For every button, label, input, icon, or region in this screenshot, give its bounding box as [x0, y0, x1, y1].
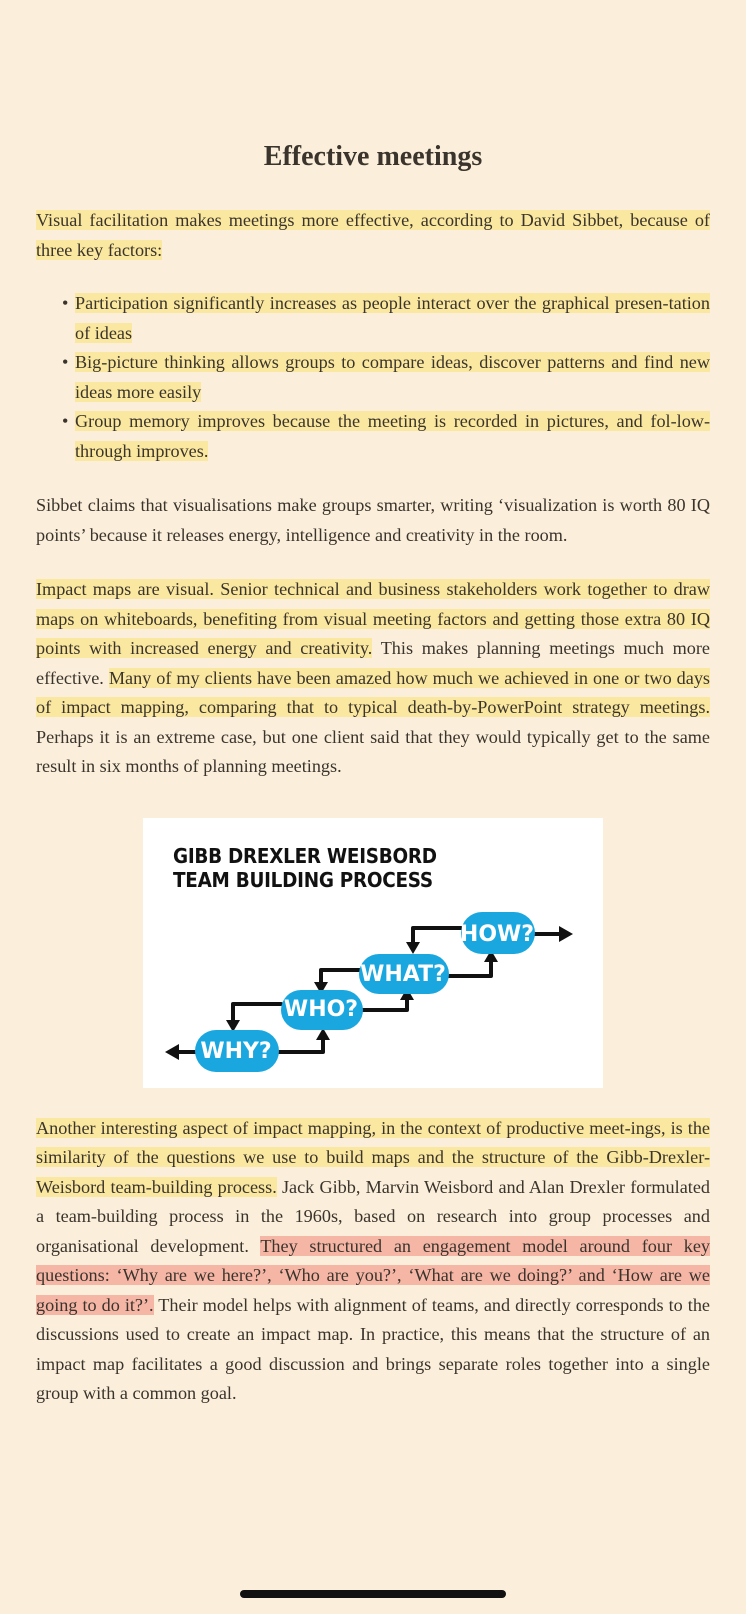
list-item — [62, 407, 710, 466]
arrowhead-left-icon — [165, 1044, 179, 1060]
team-building-figure[interactable] — [143, 818, 603, 1088]
step-what-label: WHAT? — [360, 961, 446, 987]
sibbet-paragraph[interactable]: Sibbet claims that visualisations make groups smarter, writing ‘visualization is worth 80 IQ points’ because it releases energy, intelligence and creativity in the room. — [36, 495, 710, 545]
paragraph-text: Jack Gibb, Marvin Weisbord and Alan Drexler formulated a team-building process in the 1960s, based on research into group processes and organisational development. — [36, 1176, 710, 1256]
home-indicator[interactable] — [240, 1590, 506, 1598]
bullet-icon: • — [62, 352, 69, 372]
highlight-yellow[interactable]: Group memory improves because the meeting is recorded in pictures, and fol-low-through improves. — [75, 411, 710, 461]
step-why-label: WHY? — [200, 1038, 272, 1064]
paragraph-text: Perhaps it is an extreme case, but one client said that they would typically get to the same result in six months of planning meetings. — [36, 726, 710, 776]
highlight-yellow[interactable]: Impact maps are visual. Senior technical and business stakeholders work together to draw maps on whiteboards, benefiting from visual meeting factors and getting those extra 80 IQ points with increased energy and creativity. — [36, 579, 710, 658]
paragraph-text: Their model helps with alignment of teams, and directly corresponds to the discussions used to create an impact map. In practice, this means that the structure of an impact map facilitates a good discussion and brings separate roles together into a single group with a common goal. — [36, 1294, 710, 1403]
highlight-yellow[interactable]: Many of my clients have been amazed how much we achieved in one or two days of impact mapping, comparing that to typical death-by-PowerPoint strategy meetings. — [36, 667, 710, 717]
bullet-icon: • — [62, 411, 69, 431]
bullet-icon: • — [62, 293, 69, 313]
connector-how-what — [413, 928, 461, 946]
list-item — [62, 289, 710, 348]
list-item — [62, 348, 710, 407]
highlight-yellow[interactable]: Another interesting aspect of impact mapping, in the context of productive meet-ings, is the similarity of the questions we use to build maps and the structure of the Gibb-Drexler-Weisbord team-building process. — [36, 1117, 710, 1197]
connector-why-who — [277, 1036, 323, 1052]
staircase-diagram — [143, 818, 603, 1088]
highlight-yellow[interactable]: Big-picture thinking allows groups to compare ideas, discover patterns and find new ideas more easily — [75, 352, 710, 402]
step-how-label: HOW? — [459, 921, 535, 947]
highlight-pink[interactable]: They structured an engagement model around four key questions: ‘Why are we here?’, ‘Who are you?’, ‘What are we doing?’ and ‘How are we going to do it?’. — [36, 1235, 710, 1315]
team-building-paragraph[interactable] — [36, 1114, 710, 1409]
page-title: Effective meetings — [263, 141, 483, 172]
reader-page — [36, 0, 710, 1409]
connector-who-why — [233, 1004, 281, 1024]
highlight-yellow[interactable]: Visual facilitation makes meetings more effective, according to David Sibbet, because of three key factors: — [36, 210, 710, 260]
connector-who-what — [361, 996, 407, 1010]
figure-title-line-2: TEAM BUILDING PROCESS — [173, 867, 433, 892]
paragraph-text: This makes planning meetings much more effective. — [36, 638, 710, 688]
arrowhead-down-icon — [406, 942, 420, 954]
connector-what-how — [445, 958, 491, 976]
step-who-label: WHO? — [283, 996, 359, 1022]
impact-maps-paragraph[interactable] — [36, 575, 710, 782]
intro-paragraph[interactable] — [36, 206, 710, 265]
arrowhead-right-icon — [559, 926, 573, 942]
figure-title-line-1: GIBB DREXLER WEISBORD — [173, 843, 437, 868]
highlight-yellow[interactable]: Participation significantly increases as people interact over the graphical presen-tation of ideas — [75, 293, 710, 343]
factor-list — [36, 289, 710, 466]
